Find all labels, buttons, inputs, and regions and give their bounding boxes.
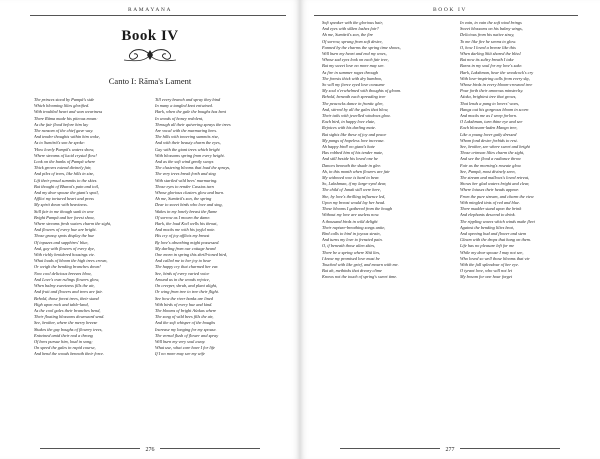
poem-line: Through all their quivering sprays the trees	[155, 121, 231, 127]
poem-line: From the pure stream, and charm the view	[460, 193, 534, 199]
poem-line: In woods of honey redolent,	[155, 115, 204, 121]
poem-line: And turns my love to frenzied pain.	[322, 237, 383, 243]
poem-line: See how the river banks are lined	[155, 295, 213, 301]
poem-line: With blossoms spring from every height.	[155, 152, 225, 158]
poem-line: Ah, in this month when flowers are fair	[322, 168, 390, 174]
poem-line: Hark, when the gale the boughs has bent	[155, 109, 226, 115]
text-column	[322, 20, 442, 281]
poem-line: Upon my breast would lay her head.	[322, 199, 386, 205]
poem-line: And bend the woods beneath their force.	[34, 351, 105, 357]
poem-line: Which blooming lilies glorified.	[34, 103, 90, 109]
poem-line: Afflict my tortured heart and press	[34, 196, 94, 202]
poem-line: Of sorrow as I mourn the dame.	[155, 214, 211, 220]
poem-line: There Rāma made his piteous moan:	[34, 115, 98, 121]
poem-line: And my dear spouse the giant's spoil,	[34, 190, 99, 196]
poem-line: And flowers of every hue are bright.	[34, 227, 97, 233]
poem-line: What use, what care have I for life	[155, 345, 215, 351]
poem-line: Bright Pampā and her forest show,	[34, 214, 95, 220]
poem-line: There madder stand upon the brink	[460, 206, 522, 212]
poem-line: Behold, those forest trees, their stand	[34, 295, 99, 301]
poem-line: And see the flood a radiance throw	[460, 156, 521, 162]
poem-line: Wakes in my lonely breast the flame	[155, 208, 218, 214]
poem-line: And, gay with flowers of every dye,	[34, 245, 96, 251]
poem-line: O Lakshman, turn thine eye and see	[460, 119, 523, 125]
poem-line: And fruit and flowers and trees are fair.	[34, 289, 103, 295]
poem-line: Touched with like grief, and mourn with me.	[322, 261, 399, 267]
poem-line: As the cool gales their branches bend,	[34, 307, 101, 313]
poem-line: And piles of trees, like hills in size,	[34, 171, 95, 177]
poem-line: These blooms I gathered from the bough	[322, 206, 393, 212]
poem-line: Gay with the giant trees which bright	[155, 146, 220, 152]
poem-line: Aśoka, brightest tree that grows,	[460, 94, 517, 100]
poem-line: Soft speaker with the glorious hair,	[322, 20, 383, 25]
poem-line: Ah me, Sumitrā's son, the spring	[155, 196, 212, 202]
poem-line: Where streams of lucid crystal flow!	[34, 152, 97, 158]
poem-line: Those grassy spots display the hue	[34, 233, 95, 239]
poem-line: While my dear spouse I may not see,	[460, 249, 524, 255]
text-column	[34, 97, 149, 358]
poem-line: When balmy sweetness fills the air,	[34, 283, 95, 289]
poem-line: Has robbed him of his tender mate,	[322, 150, 384, 156]
poem-line: Ah me, Sumitrā's son, the fire	[322, 32, 374, 38]
poem-line: The very trees break forth and sing	[155, 171, 216, 177]
poem-line: And mocks me as I weep forlorn.	[460, 113, 518, 119]
poem-line: The rippling waves which winds make fleet	[460, 218, 535, 224]
poem-line: With richly broidered housings vie.	[34, 252, 95, 258]
poem-line: And, stirred by all the gales that blow,	[322, 106, 389, 112]
poem-line: With the full splendour of her eye.	[460, 261, 519, 267]
poem-line: With startled wild bees' murmuring.	[155, 177, 218, 183]
poem-line: My soul o'erwhelmed with thoughts of gloom.	[322, 88, 402, 94]
poem-line: Like a young lover gaily dressed	[460, 131, 517, 137]
poem-line: Of sorrow, sprung from soft desire,	[322, 38, 383, 44]
poem-line: Around us in the woods rejoice,	[155, 276, 210, 282]
poem-line: Their rapture-breathing songs unite,	[322, 224, 386, 230]
poem-line: But thought of Bharat's pain and toil,	[34, 183, 100, 189]
poem-line: Whose birds in every bloom-crowned tree	[460, 82, 533, 88]
poem-line: My spirit down with heaviness.	[34, 202, 88, 208]
poem-line: On creeper, shrub, and plant alight,	[155, 283, 218, 289]
poem-line: 'How lovely Pampā's waters show,	[34, 146, 95, 152]
poem-line: Look on the banks of Pampā where	[34, 159, 96, 165]
poem-line: Of bees pursue him, loud in song;	[34, 338, 93, 344]
poem-line: Pour forth their amorous minstrelsy.	[460, 88, 524, 94]
poem-line: The ransom of the chief gave way.	[34, 128, 94, 134]
poem-line: Shows her glad waters bright and clear,	[460, 181, 530, 187]
poem-line: High upon rock and table-land,	[34, 301, 89, 307]
poem-line: Rejoices with his darling mate.	[322, 125, 376, 131]
poem-line: Their tails with jewelled windows glow.	[322, 113, 391, 119]
poem-line: And as the soft wind gently sways	[155, 159, 214, 165]
poem-line: See, birds of every varied voice	[155, 270, 210, 276]
poem-line: The clustering blooms that load the sprays,	[155, 165, 231, 171]
poem-line: By love's absorbing might possessed.	[155, 239, 220, 245]
poem-line: To me like fire he seems to glow.	[460, 38, 517, 44]
header-rule	[314, 15, 578, 16]
canto-title: Canto I: Rāma's Lament	[108, 76, 192, 86]
poem-line: Will burn my very soul away.	[155, 338, 206, 344]
poem-line: As fire in summer rages through	[322, 69, 379, 75]
poem-line: And tender thoughts within him woke,	[34, 134, 100, 140]
poem-line: The stream and mallows's loved retreat,	[460, 175, 530, 181]
poem-line: Those eyes to render Cassias turn	[155, 183, 214, 189]
poem-line: O tyrant love, who will not let	[460, 268, 512, 274]
poem-line: Fair as the morning's roseate glow.	[460, 162, 522, 168]
poem-line: Fanned by the charms the spring time shows,	[322, 44, 401, 50]
poem-line: And mocks me with his joyful note.	[155, 227, 216, 233]
poem-line: Dances beneath the shade in glee.	[322, 162, 382, 168]
poem-line: Each blossom-laden Mango tree,	[460, 125, 518, 131]
poem-line: And Love's own rulings flowers glow,	[34, 276, 100, 282]
page-number: 277	[445, 447, 455, 453]
poem-line: Will burn my heart and end my woes,	[322, 51, 387, 57]
poem-line: The forests thick with dry bamboo,	[322, 75, 383, 81]
poem-line: And elephants descend to drink.	[460, 212, 516, 218]
poem-line: The hills with towering summits rise,	[155, 134, 220, 140]
poem-line: Each bird, in happy love elate,	[322, 119, 376, 125]
poem-line: Now cool delicious breezes blow,	[34, 270, 92, 276]
poem-line: Still fair to me though sunk in woe	[34, 208, 94, 214]
poem-line: With mingled tints of red and blue.	[460, 199, 521, 205]
poem-line: The happy cry that charmed her ear.	[155, 264, 219, 270]
right-page	[300, 0, 600, 459]
poem-line: Or weigh the bending branches down!	[34, 264, 101, 270]
poem-line: See, brother, where the merry breeze	[34, 320, 98, 326]
poem-line: Of topazes and sapphires' blue,	[34, 239, 89, 245]
poem-line: Or wing from tree to tree their flight.	[155, 289, 219, 295]
poem-line: That lends a pang to lovers' woes,	[460, 100, 520, 106]
poem-line: Whom fond desire forbids to rest.	[460, 137, 518, 143]
poem-line: Life has no pleasure left for me	[460, 243, 515, 249]
poem-line: If I no more may see my wife	[155, 351, 205, 357]
poem-line: In vain, in vain the soft wind brings	[460, 20, 522, 25]
poem-line: Whose sad eyes look on each fair tree,	[322, 57, 389, 63]
poem-line: With troubled heart and wan weariness	[34, 109, 103, 115]
poem-line: Till every branch and spray they bind	[155, 97, 221, 102]
poem-line: Hark, Lakshman, hear the woodcock's cry	[460, 69, 534, 75]
poem-line: Whose glorious clusters glow and burn.	[155, 190, 225, 196]
poem-line: And still beside his loved one he	[322, 156, 378, 162]
poem-line: The princes stood by Pampā's side	[34, 97, 95, 102]
poem-line: In many a tangled knot entwined.	[155, 103, 213, 109]
poem-line: And the soft whisper of the boughs	[155, 320, 216, 326]
poem-line: And called me to her joy to hear	[155, 258, 212, 264]
poem-line: Behold, beneath each spreading tree	[322, 94, 386, 100]
poem-line: So will my fierce eyed love consume	[322, 82, 385, 88]
poem-line: Without my love are useless now.	[322, 212, 380, 218]
poem-line: Knows not the touch of spring's sweet time.	[322, 274, 398, 280]
poem-line: Shakes the gay boughs of flowery trees,	[34, 326, 103, 332]
poem-line: The blooms of bright Aśokas where	[155, 307, 217, 313]
page-number: 276	[145, 447, 155, 453]
poem-line: And opening bud and flower and stem	[460, 230, 527, 236]
poem-line: See, brother, see where sweet and bright	[460, 144, 530, 150]
poem-line: See, Pampā, most divinely seen,	[460, 168, 516, 174]
poem-line: Thick groves extend divinely fair,	[34, 165, 92, 171]
poem-line: The peacocks dance in frantic glee,	[322, 100, 384, 106]
poem-line: O, how I loved a breeze like this	[460, 44, 516, 50]
poem-line: Lift their proud summits to the skies.	[34, 177, 98, 183]
poem-line: O, if beneath those alien skies,	[322, 243, 376, 249]
poem-line: Their floating blossoms downward send.	[34, 314, 105, 320]
running-head: BOOK IV	[433, 7, 467, 13]
poem-line: She, by love's thrilling influence led,	[322, 193, 386, 199]
poem-line: The child of Janak still were here,	[322, 187, 381, 193]
poem-line: With love-inspiring calls from every sky,	[460, 75, 530, 81]
poem-line: Bird calls to bird in joyous strain,	[322, 230, 381, 236]
book-title: Book IV	[121, 28, 179, 44]
poem-line: Hark, the loud Koil wells his throat,	[155, 221, 218, 227]
poem-line: When darling Sītā shared the bliss!	[460, 51, 522, 57]
poem-line: Entwined amid their nod a throng	[34, 332, 93, 338]
flourish-ornament-icon	[120, 46, 180, 64]
poem-line: With birds of every hue and kind.	[155, 301, 213, 307]
poem-line: Delicious from his native stray,	[460, 32, 515, 38]
poem-line: Ah happy bird! no giant's hate	[322, 144, 375, 150]
poem-line: Dear to sweet birds who love and sing,	[155, 202, 223, 208]
poem-line: One morn in spring this shrill-toned bird,	[155, 252, 228, 258]
poem-line: My pangs of hopeless love increase.	[322, 137, 385, 143]
poem-line: Where streams fresh waters charm the sight,	[34, 221, 112, 227]
poem-line: His cry of joy afflicts my breast	[155, 233, 210, 239]
running-head: RAMAYANA	[127, 7, 173, 13]
poem-line: Where lotuses their heads appear.	[460, 187, 519, 193]
poem-line: But my sweet love no more may see.	[322, 63, 385, 69]
poem-line: Who loved so well those blooms that vie	[460, 255, 530, 261]
poem-line: There be a spring where Sītā lies,	[322, 249, 381, 255]
poem-line: So, Lakshman, if my large-eyed dear,	[322, 181, 387, 187]
poem-line: On speed the gales in rapid course,	[34, 345, 96, 351]
poem-line: But ah, methinks that dreary clime	[322, 268, 382, 274]
poem-line: Sweet blossoms on his balmy wings,	[460, 26, 523, 32]
poem-line: Gleam with the drops that hang on them.	[460, 237, 532, 243]
poem-line: As to Sumitrā's son he spoke:	[34, 140, 85, 146]
poem-line: Are vocal with the murmuring bees.	[155, 128, 218, 134]
poem-line: My bosom for one hour forget	[460, 274, 513, 280]
poem-line: The song of wild bees fills the air,	[155, 314, 214, 320]
poem-line: As the fair flood before him lay	[34, 121, 89, 127]
poem-line: Against the bending lilies beat,	[460, 224, 514, 230]
poem-line: My darling from our cottage heard	[155, 245, 216, 251]
text-column	[155, 97, 275, 358]
poem-line: But sights like these of joy and peace	[322, 131, 387, 137]
poem-line: I know my promised love must be	[322, 255, 380, 261]
poem-line: But now its sultry breath I take	[460, 57, 514, 63]
poem-line: The vernal flush of flower and spray	[155, 332, 219, 338]
poem-line: Hangs out his gorgeous bloom in scorn	[460, 106, 529, 112]
poem-line: And with their beauty charm the eyes,	[155, 140, 221, 146]
poem-line: Those crimson lilies charm the sight,	[460, 150, 525, 156]
poem-line: What loads of bloom the high trees crown,	[34, 258, 108, 264]
text-column	[460, 20, 580, 281]
poem-line: Burns in my soul for my love's sake.	[460, 63, 523, 69]
poem-line: And eyes with silken lashes fair?	[322, 26, 379, 32]
poem-line: My widowed woe is hard to bear.	[322, 175, 380, 181]
poem-line: A thousand birds in wild delight	[322, 218, 378, 224]
poem-line: Increase my longing for my spouse.	[155, 326, 217, 332]
header-rule	[30, 15, 286, 16]
